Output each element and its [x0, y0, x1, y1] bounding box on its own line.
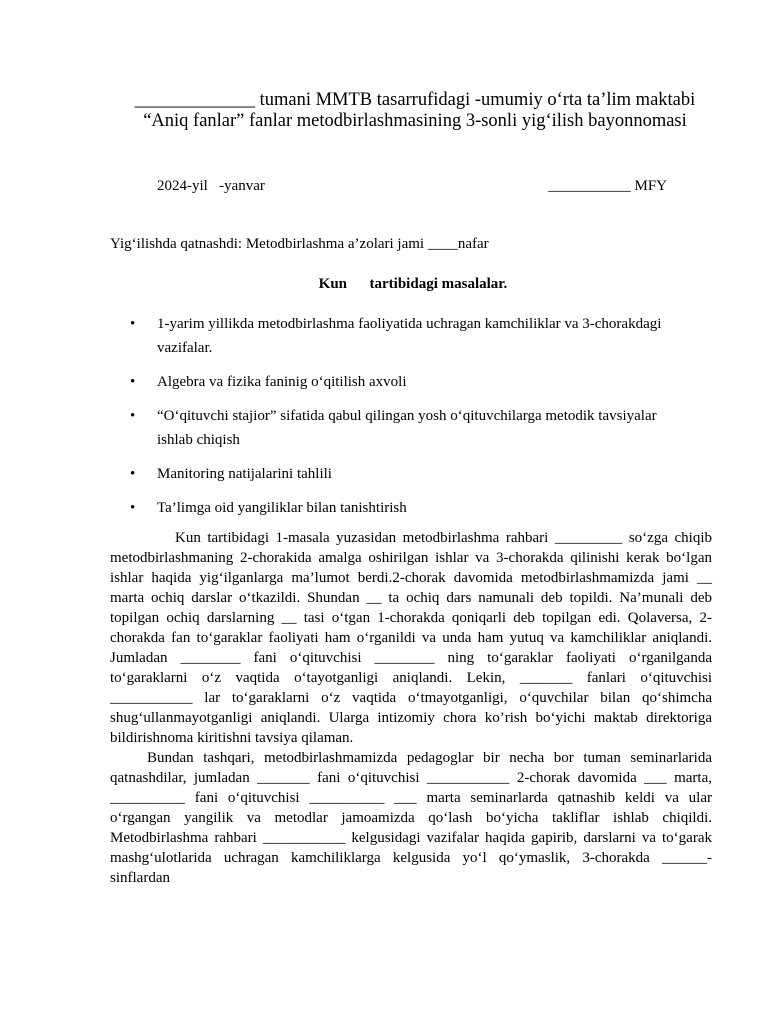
meeting-date: 2024-yil -yanvar	[157, 178, 265, 194]
agenda-item: • Algebra va fizika faninig o‘qitilish axvoli	[130, 370, 690, 394]
agenda-item: • “O‘qituvchi stajior” sifatida qabul qilingan yosh o‘qituvchilarga metodik tavsiyalar ishlab chiqish	[130, 404, 690, 452]
bullet-icon: •	[130, 316, 136, 332]
meeting-location: ___________ MFY	[548, 178, 667, 194]
agenda-item: • Ta’limga oid yangiliklar bilan tanishtirish	[130, 496, 690, 520]
bullet-icon: •	[130, 466, 136, 482]
minutes-body	[110, 528, 712, 888]
bullet-icon: •	[130, 500, 136, 516]
agenda-heading: Kun tartibidagi masalalar.	[318, 276, 508, 292]
bullet-icon: •	[130, 408, 136, 424]
agenda-list	[130, 312, 690, 530]
paragraph: Bundan tashqari, metodbirlashmamizda pedagoglar bir necha bor tuman seminarlarida qatnashdilar, jumladan _______ fani o‘qituvchisi ___________ 2-chorak davomida ___ marta, __________ fani o‘qituvchisi __________ ___ marta seminarlarda qatnashib keldi va ular o‘rgangan yangilik va metodlar jamoamizda qo‘lash bo‘yicha takliflar ishlab chiqildi. Metodbirlashma rahbari ___________ kelgusidagi vazifalar haqida gapirib, darslarni va to‘garak mashg‘ulotlarida uchragan kamchiliklarga kelgusida yo‘l qo‘ymaslik, 3-chorakda ______-sinflardan	[110, 750, 712, 886]
document-title: _____________ tumani MMTB tasarrufidagi -umumiy o‘rta ta’lim maktabi “Aniq fanlar” fanlar metodbirlashmasining 3-sonli yig‘ilish bayonnomasi	[134, 90, 696, 131]
bullet-icon: •	[130, 374, 136, 390]
attendance-line: Yig‘ilishda qatnashdi: Metodbirlashma a’zolari jami ____nafar	[110, 236, 489, 252]
paragraph: Kun tartibidagi 1-masala yuzasidan metodbirlashma rahbari _________ so‘zga chiqib metodbirlashmaning 2-chorakida amalga oshirilgan ishlar va 3-chorakda qilinishi kerak bo‘lgan ishlar haqida yig‘ilganlarga ma’lumot berdi.2-chorak davomida metodbirlashmamizda jami __ marta ochiq darslar o‘tkazildi. Shundan __ ta ochiq dars namunali deb topildi. Na’munali deb topilgan ochiq darslarning __ tasi o‘tgan 1-chorakda qoniqarli deb topilgan edi. Qolaversa, 2-chorakda fan to‘garaklar faoliyati ham o‘rganildi va unda ham yutuq va kamchiliklar aniqlandi. Jumladan ________ fani o‘qituvchisi ________ ning to‘garaklar faoliyati o‘rganilganda to‘garaklarni o‘z vaqtida o‘tayotganligi aniqlandi. Lekin, _______ fanlari o‘qituvchisi ___________ lar to‘garaklarni o‘z vaqtida o‘tmayotganligi, o‘quvchilar bilan qo‘shimcha shug‘ullanmayotganligi aniqlandi. Ularga intizomiy chora ko’rish bo‘yichi maktab direktoriga bildirishnoma kiritishni tavsiya qilaman.	[110, 530, 712, 746]
agenda-item: • Manitoring natijalarini tahlili	[130, 462, 690, 486]
agenda-item: • 1-yarim yillikda metodbirlashma faoliyatida uchragan kamchiliklar va 3-chorakdagi vazifalar.	[130, 312, 690, 360]
